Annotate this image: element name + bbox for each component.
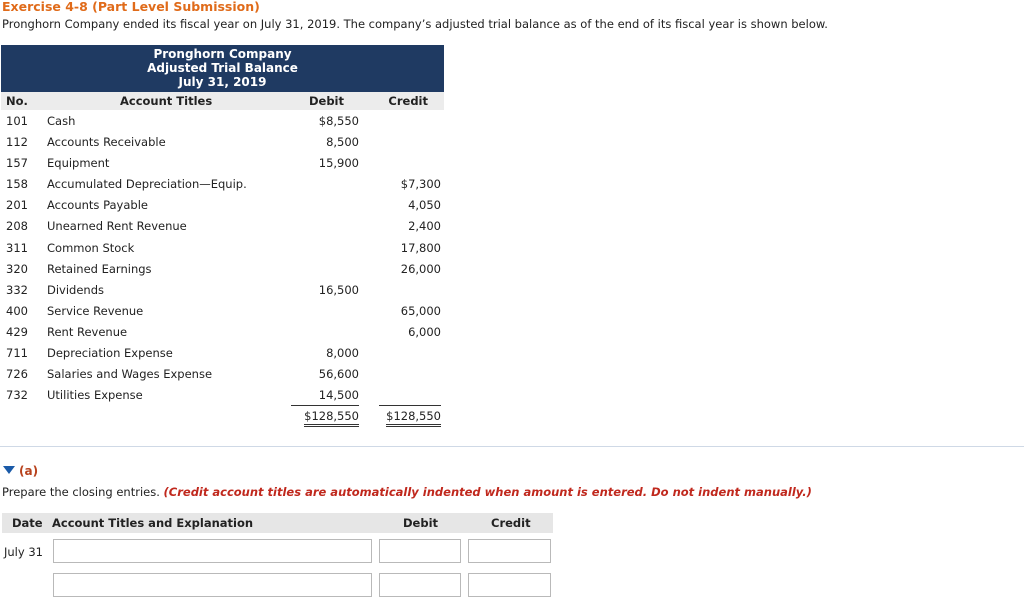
credit-amount: 2,400 [408, 219, 441, 234]
table-row [1, 363, 444, 384]
account-no: 320 [6, 261, 28, 276]
part-a-label: (a) [19, 464, 39, 478]
account-title: Cash [47, 114, 76, 128]
account-title: Dividends [47, 282, 105, 297]
journal-col-debit: Debit [403, 516, 439, 530]
debit-amount: $8,550 [318, 114, 359, 128]
account-no: 429 [6, 324, 28, 339]
credit-amount: 6,000 [408, 324, 441, 339]
journal-col-credit: Credit [491, 516, 531, 530]
total-debit: $128,550 [304, 409, 359, 427]
account-no: 158 [6, 177, 28, 192]
col-debit: Debit [308, 94, 344, 108]
statement-date: July 31, 2019 [178, 75, 267, 89]
account-title-input[interactable] [53, 573, 372, 597]
account-title: Rent Revenue [47, 324, 128, 339]
account-title-input[interactable] [53, 539, 372, 563]
account-title: Accounts Receivable [47, 135, 166, 150]
table-row [1, 110, 444, 131]
account-title: Equipment [47, 156, 110, 171]
col-titles: Account Titles [120, 94, 213, 108]
journal-col-titles: Account Titles and Explanation [52, 516, 254, 530]
journal-row [2, 573, 553, 601]
table-row [1, 321, 444, 342]
trial-balance-header [1, 45, 444, 92]
debit-amount: 14,500 [318, 388, 359, 403]
debit-total-rule [291, 405, 359, 406]
account-no: 208 [6, 219, 28, 234]
prompt-note: (Credit account titles are automatically indented when amount is entered. Do not indent manually.) [163, 485, 812, 499]
account-no: 157 [6, 156, 28, 171]
table-row [1, 300, 444, 321]
table-row [1, 258, 444, 279]
totals-row [1, 405, 444, 426]
statement-name: Adjusted Trial Balance [147, 61, 298, 75]
credit-input[interactable] [468, 539, 551, 563]
journal-col-date: Date [12, 516, 43, 530]
credit-amount: 4,050 [408, 198, 441, 213]
credit-amount: $7,300 [400, 177, 441, 192]
credit-input[interactable] [468, 573, 551, 597]
account-no: 726 [6, 367, 28, 382]
trial-balance-rows [1, 110, 444, 405]
account-title: Salaries and Wages Expense [47, 367, 213, 382]
credit-amount: 26,000 [400, 261, 441, 276]
prompt-text: Prepare the closing entries. [2, 485, 160, 499]
company-name: Pronghorn Company [153, 47, 292, 61]
account-no: 732 [6, 388, 28, 403]
account-title: Unearned Rent Revenue [47, 219, 187, 234]
account-title: Service Revenue [47, 303, 144, 318]
total-credit: $128,550 [386, 409, 441, 427]
section-divider [0, 446, 1024, 447]
journal-header [2, 513, 553, 533]
account-no: 711 [6, 346, 28, 361]
account-no: 311 [6, 240, 28, 255]
debit-amount: 56,600 [318, 367, 359, 382]
table-row [1, 237, 444, 258]
account-title: Retained Earnings [47, 261, 152, 276]
account-no: 112 [6, 135, 28, 150]
table-row [1, 173, 444, 194]
column-headers [1, 92, 444, 110]
credit-amount: 65,000 [400, 303, 441, 318]
debit-input[interactable] [379, 573, 461, 597]
account-no: 332 [6, 282, 28, 297]
table-row [1, 279, 444, 300]
collapse-triangle-icon [3, 466, 15, 474]
credit-amount: 17,800 [400, 240, 441, 255]
account-title: Common Stock [47, 240, 135, 255]
account-no: 201 [6, 198, 28, 213]
exercise-title: Exercise 4-8 (Part Level Submission) [2, 0, 260, 14]
account-title: Accumulated Depreciation—Equip. [47, 177, 247, 192]
intro-text: Pronghorn Company ended its fiscal year on July 31, 2019. The company’s adjusted trial balance as of the end of its fiscal year is shown below. [2, 17, 828, 31]
debit-amount: 15,900 [318, 156, 359, 171]
account-title: Utilities Expense [47, 388, 143, 403]
debit-amount: 16,500 [318, 282, 359, 297]
table-row [1, 384, 444, 405]
account-no: 400 [6, 303, 28, 318]
debit-amount: 8,500 [326, 135, 359, 150]
table-row [1, 152, 444, 173]
account-title: Depreciation Expense [47, 346, 173, 361]
adjusted-trial-balance [1, 45, 444, 426]
col-no: No. [6, 94, 28, 108]
journal-date: July 31 [4, 545, 43, 559]
credit-total-rule [379, 405, 441, 406]
journal-row [2, 539, 553, 567]
table-row [1, 131, 444, 152]
col-credit: Credit [388, 94, 428, 108]
table-row [1, 194, 444, 215]
debit-amount: 8,000 [326, 346, 359, 361]
account-title: Accounts Payable [47, 198, 148, 213]
part-a-prompt [2, 485, 812, 499]
table-row [1, 215, 444, 236]
debit-input[interactable] [379, 539, 461, 563]
table-row [1, 342, 444, 363]
part-a-toggle[interactable] [3, 464, 38, 478]
account-no: 101 [6, 114, 28, 128]
